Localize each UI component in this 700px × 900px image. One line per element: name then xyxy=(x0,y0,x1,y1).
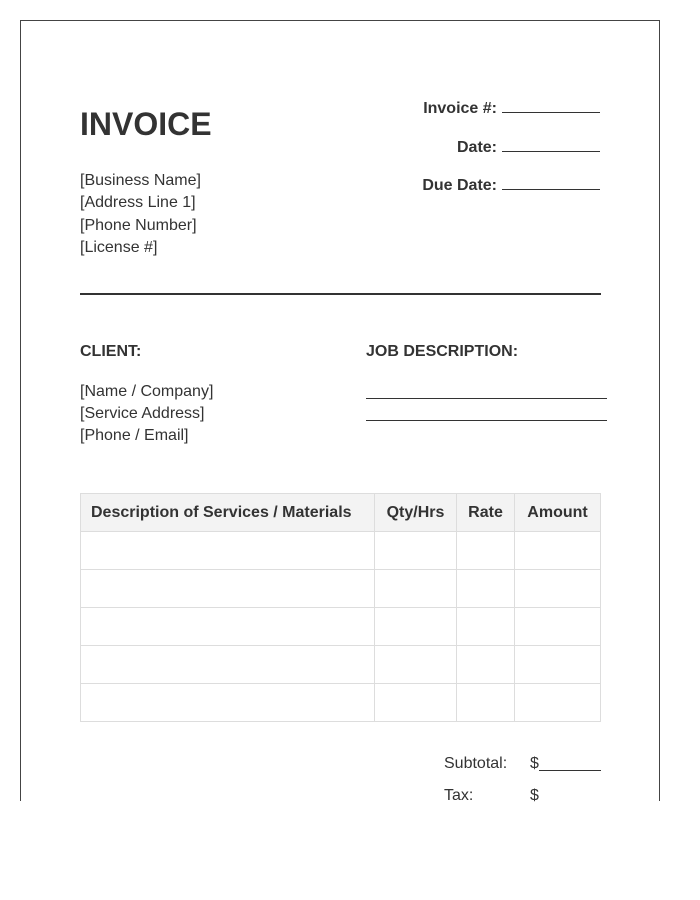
rate-cell[interactable] xyxy=(457,608,515,646)
line-items-table xyxy=(80,493,601,722)
description-cell[interactable] xyxy=(81,608,375,646)
table-row xyxy=(81,608,601,646)
client-heading: CLIENT: xyxy=(80,343,142,360)
due-date-row xyxy=(422,174,600,213)
qty-cell[interactable] xyxy=(375,608,457,646)
invoice-number-row xyxy=(422,97,600,136)
qty-cell[interactable] xyxy=(375,570,457,608)
invoice-title: INVOICE xyxy=(80,106,212,142)
job-description-heading: JOB DESCRIPTION: xyxy=(366,343,519,360)
due-date-field[interactable] xyxy=(502,174,600,190)
table-row xyxy=(81,532,601,570)
description-cell[interactable] xyxy=(81,646,375,684)
subtotal-currency: $ xyxy=(530,755,539,772)
tax-row xyxy=(444,787,539,805)
client-name: [Name / Company] xyxy=(80,383,214,400)
amount-cell[interactable] xyxy=(515,684,601,722)
subtotal-label: Subtotal: xyxy=(444,755,508,772)
subtotal-field[interactable] xyxy=(539,755,601,771)
amount-cell[interactable] xyxy=(515,608,601,646)
invoice-meta xyxy=(422,97,600,213)
client-contact: [Phone / Email] xyxy=(80,427,189,444)
amount-cell[interactable] xyxy=(515,570,601,608)
invoice-number-field[interactable] xyxy=(502,97,600,113)
client-address: [Service Address] xyxy=(80,405,205,422)
business-name: [Business Name] xyxy=(80,172,201,189)
tax-label: Tax: xyxy=(444,787,474,804)
business-info xyxy=(80,170,201,259)
table-row xyxy=(81,646,601,684)
tax-currency: $ xyxy=(530,787,539,804)
qty-cell[interactable] xyxy=(375,532,457,570)
date-row xyxy=(422,136,600,175)
description-cell[interactable] xyxy=(81,532,375,570)
amount-cell[interactable] xyxy=(515,532,601,570)
due-date-label: Due Date: xyxy=(422,177,497,194)
header-amount: Amount xyxy=(515,494,601,532)
job-description-line-1[interactable] xyxy=(366,398,607,399)
date-label: Date: xyxy=(456,138,497,156)
rate-cell[interactable] xyxy=(457,684,515,722)
header-rate: Rate xyxy=(457,494,515,532)
job-description-line-2[interactable] xyxy=(366,420,607,421)
client-info xyxy=(80,381,213,447)
business-address: [Address Line 1] xyxy=(80,194,196,212)
header-qty: Qty/Hrs xyxy=(375,494,457,532)
table-row xyxy=(81,570,601,608)
subtotal-row xyxy=(444,755,601,773)
rate-cell[interactable] xyxy=(457,570,515,608)
invoice-number-label: Invoice #: xyxy=(423,100,497,117)
header-description: Description of Services / Materials xyxy=(81,494,375,532)
table-row xyxy=(81,684,601,722)
date-field[interactable] xyxy=(502,136,600,152)
qty-cell[interactable] xyxy=(375,646,457,684)
table-header-row xyxy=(81,494,601,532)
header-divider xyxy=(80,293,601,295)
rate-cell[interactable] xyxy=(457,532,515,570)
qty-cell[interactable] xyxy=(375,684,457,722)
business-license: [License #] xyxy=(80,238,158,256)
description-cell[interactable] xyxy=(81,684,375,722)
description-cell[interactable] xyxy=(81,570,375,608)
rate-cell[interactable] xyxy=(457,646,515,684)
business-phone: [Phone Number] xyxy=(80,216,197,234)
amount-cell[interactable] xyxy=(515,646,601,684)
